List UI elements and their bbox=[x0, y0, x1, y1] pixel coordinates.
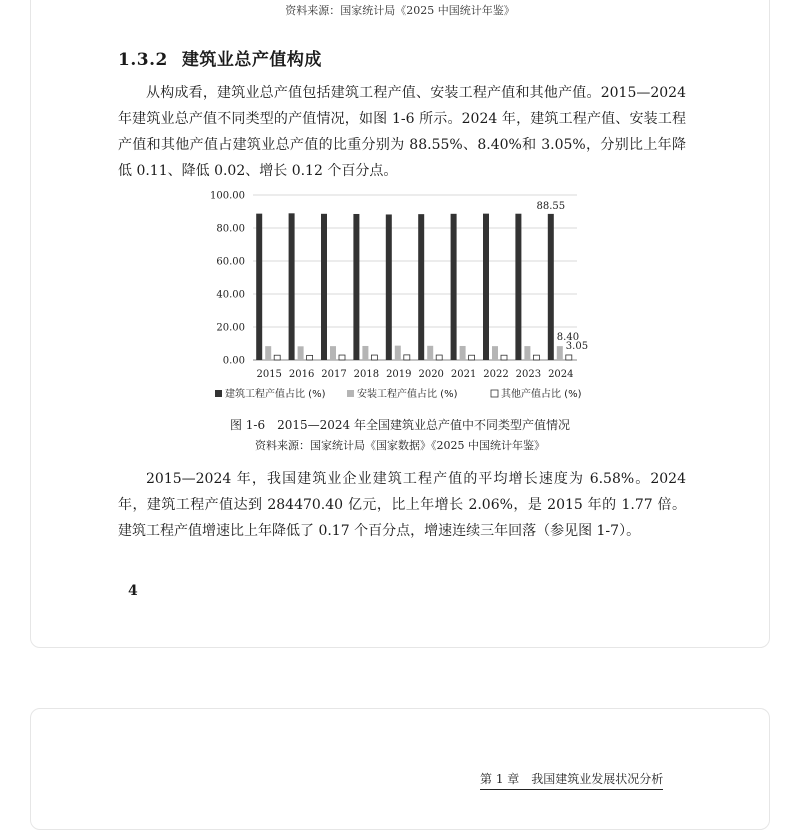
bar-other bbox=[501, 355, 507, 360]
x-tick-label: 2015 bbox=[256, 369, 282, 380]
figure-source: 资料来源：国家统计局《国家数据》《2025 中国统计年鉴》 bbox=[255, 439, 545, 452]
y-tick-label: 100.00 bbox=[210, 190, 245, 202]
bar-other bbox=[566, 355, 572, 360]
bar-construction bbox=[483, 214, 489, 360]
chapter-title: 我国建筑业发展状况分析 bbox=[531, 772, 664, 786]
figure-caption: 图 1-6 2015—2024 年全国建筑业总产值中不同类型产值情况 bbox=[229, 418, 571, 432]
bar-other bbox=[404, 355, 410, 360]
y-tick-label: 20.00 bbox=[216, 322, 245, 334]
bar-other bbox=[274, 355, 280, 360]
bar-installation bbox=[492, 346, 498, 360]
bar-construction bbox=[256, 214, 262, 360]
legend-label: 安装工程产值占比 (%) bbox=[357, 389, 458, 400]
bar-chart bbox=[205, 185, 605, 410]
bar-construction bbox=[321, 214, 327, 360]
bar-construction bbox=[451, 214, 457, 360]
x-tick-label: 2021 bbox=[450, 369, 477, 380]
section-title: 建筑业总产值构成 bbox=[181, 50, 322, 70]
bar-construction bbox=[515, 214, 521, 360]
data-label-installation: 8.40 bbox=[556, 332, 580, 344]
y-tick-label: 0.00 bbox=[222, 355, 245, 367]
bar-installation bbox=[427, 346, 433, 360]
bar-other bbox=[533, 355, 539, 360]
running-header bbox=[480, 770, 663, 790]
data-label-construction: 88.55 bbox=[536, 200, 566, 212]
bar-other bbox=[307, 355, 313, 360]
page-number: 4 bbox=[128, 583, 138, 599]
legend-swatch bbox=[215, 390, 222, 397]
bar-chart-svg bbox=[205, 185, 605, 410]
bar-installation bbox=[330, 346, 336, 360]
bar-other bbox=[339, 355, 345, 360]
section-heading bbox=[118, 45, 322, 70]
next-document-page bbox=[30, 708, 770, 830]
section-number: 1.3.2 bbox=[118, 50, 168, 70]
body-paragraph-2: 2015—2024 年，我国建筑业企业建筑工程产值的平均增长速度为 6.58%。2024 年，建筑工程产值达到 284470.40 亿元，比上年增长 2.06%，是 2015 年的 1.77 倍。建筑工程产值增速比上年降低了 0.17 个百分点，增速连续三年回落（参见图 1-7）。 bbox=[118, 471, 686, 539]
bar-other bbox=[469, 355, 475, 360]
x-tick-label: 2023 bbox=[515, 369, 542, 380]
x-tick-label: 2024 bbox=[548, 369, 574, 380]
body-paragraph-1: 从构成看，建筑业总产值包括建筑工程产值、安装工程产值和其他产值。2015—2024 年建筑业总产值不同类型的产值情况，如图 1-6 所示。2024 年，建筑工程产值、安装工程产值和其他产值占建筑业总产值的比重分别为 88.55%、8.40%和 3.05%，分别比上年降低 0.11、降低 0.02、增长 0.12 个百分点。 bbox=[118, 85, 686, 179]
bar-construction bbox=[418, 214, 424, 360]
bar-installation bbox=[362, 346, 368, 360]
previous-figure-source: 资料来源：国家统计局《2025 中国统计年鉴》 bbox=[285, 4, 515, 17]
chapter-number: 第 1 章 bbox=[480, 772, 520, 786]
y-tick-label: 40.00 bbox=[216, 289, 245, 301]
bar-construction bbox=[353, 214, 359, 360]
bar-other bbox=[371, 355, 377, 360]
legend-label: 其他产值占比 (%) bbox=[501, 389, 582, 400]
bar-installation bbox=[395, 346, 401, 360]
x-tick-label: 2017 bbox=[321, 369, 347, 380]
bar-installation bbox=[298, 346, 304, 360]
legend-swatch bbox=[491, 390, 498, 397]
legend-swatch bbox=[347, 390, 354, 397]
bar-other bbox=[436, 355, 442, 360]
bar-construction bbox=[548, 214, 554, 360]
y-tick-label: 60.00 bbox=[216, 256, 245, 268]
x-tick-label: 2018 bbox=[353, 369, 380, 380]
bar-installation bbox=[265, 346, 271, 360]
bar-construction bbox=[289, 213, 295, 360]
y-tick-label: 80.00 bbox=[216, 223, 245, 235]
bar-installation bbox=[557, 346, 563, 360]
x-tick-label: 2020 bbox=[418, 369, 444, 380]
legend-label: 建筑工程产值占比 (%) bbox=[225, 389, 326, 400]
x-tick-label: 2019 bbox=[386, 369, 412, 380]
x-tick-label: 2022 bbox=[483, 369, 509, 380]
x-tick-label: 2016 bbox=[288, 369, 315, 380]
bar-installation bbox=[524, 346, 530, 360]
bar-construction bbox=[386, 214, 392, 360]
bar-installation bbox=[460, 346, 466, 360]
data-label-other: 3.05 bbox=[565, 340, 589, 352]
